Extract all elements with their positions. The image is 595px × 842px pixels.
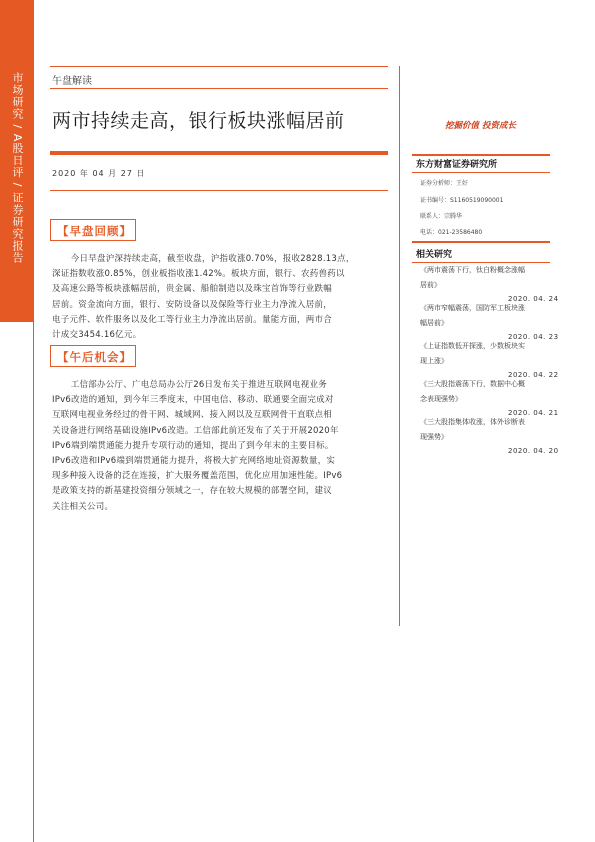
related-item-title-line: 《上证指数低开探涨，少数板块实 [420,342,525,350]
paragraph-line: IPv6端到端贯通能力提升专项行动的通知，提出了到今年末的主要目标。 [52,440,334,451]
related-item-title-line: 幅居前》 [420,318,448,327]
section-heading-text: 【早盘回顾】 [57,224,132,238]
related-item-title[interactable] [420,263,552,292]
top-rule [50,66,388,67]
related-item-title-line: 《三大股指集体收涨，体外诊断表 [420,418,525,426]
page-title: 两市持续走高，银行板块涨幅居前 [52,110,345,132]
section-label: 午盘解读 [52,76,92,87]
related-item-title[interactable] [420,339,552,368]
institute-top-rule [412,154,550,156]
paragraph-line: 互联网电视业务经过的骨干网、城域网、接入网以及互联网骨干直联点相 [52,410,333,421]
related-item-title-line: 居前》 [420,280,441,289]
related-item-title[interactable] [420,301,552,330]
section-heading-text: 【午后机会】 [57,350,132,364]
afternoon-opportunity-paragraph [52,378,387,515]
related-item-title[interactable] [420,415,552,444]
paragraph-line: 电子元件、软件服务以及化工等行业主力净流出居前。量能方面，两市合 [52,314,333,325]
paragraph-line: 今日早盘沪深持续走高，截至收盘，沪指收涨0.70%，报收2828.13点， [70,254,355,264]
paragraph-line: 关注相关公司。 [52,501,114,512]
related-item-date: 2020. 04. 24 [508,295,559,303]
related-item-date: 2020. 04. 21 [508,409,559,417]
label-underline [50,88,388,89]
analyst-line: 证券分析师：王好 [420,180,469,187]
related-item-title-line: 《两市窄幅震荡，国防军工板块涨 [420,304,525,312]
related-item-title-line: 念表现强势》 [420,394,462,403]
related-item-title-line: 现强势》 [420,432,448,441]
paragraph-line: 深证指数收涨0.85%，创业板指收涨1.42%。板块方面，银行、农药兽药以 [52,269,345,280]
related-item-date: 2020. 04. 20 [508,447,559,455]
paragraph-line: 是政策支持的新基建投资细分领域之一，存在较大规模的部署空间，建议 [52,486,333,497]
morning-review-paragraph [52,252,387,343]
section-heading-morning [50,219,136,241]
institute-rule [412,172,550,173]
related-item-title-line: 《两市震荡下行，钛白粉概念涨幅 [420,266,525,274]
contact-line: 联系人：宗腾华 [420,213,463,220]
paragraph-line: IPv6改造和IPv6端到端贯通能力提升，将极大扩充网络地址资源数量，实 [52,456,336,467]
sidebar-band [0,0,34,842]
title-underline [50,151,388,155]
related-item-date: 2020. 04. 23 [508,333,559,341]
section-heading-afternoon [50,345,136,367]
related-item-title-line: 现上涨》 [420,356,448,365]
related-top-rule [412,241,550,243]
institute-name: 东方财富证券研究所 [416,160,498,170]
related-item-date: 2020. 04. 22 [508,371,559,379]
paragraph-line: 关设备进行网络基础设施IPv6改造。工信部此前还发布了关于开展2020年 [52,425,339,436]
paragraph-line: 居前。资金流向方面，银行、安防设备以及保险等行业主力净流入居前， [52,299,333,310]
report-date: 2020 年 04 月 27 日 [52,169,146,178]
related-item-title-line: 《三大股指震荡下行，数据中心概 [420,380,525,388]
paragraph-line: 现多种接入设备的泛在连接，扩大服务覆盖范围，优化应用加速性能。IPv6 [52,471,343,482]
cert-line: 证书编号：S1160519090001 [420,197,504,204]
sidebar-category-text: 市场研究 / A股日评 / 证券研究报告 [11,72,24,264]
sidebar-rule [33,322,34,842]
paragraph-line: 工信部办公厅、广电总局办公厅26日发布关于推进互联网电视业务 [70,380,328,390]
slogan: 挖掘价值 投资成长 [445,121,516,131]
related-heading: 相关研究 [416,250,453,260]
related-item-title[interactable] [420,377,552,406]
paragraph-line: 及高速公路等板块涨幅居前，贵金属、船舶制造以及珠宝首饰等行业跌幅 [52,284,333,295]
paragraph-line: IPv6改造的通知，到今年三季度末，中国电信、移动、联通要全面完成对 [52,395,334,406]
date-rule [50,190,388,191]
column-divider [399,66,400,626]
phone-line: 电话：021-23586480 [420,229,483,236]
paragraph-line: 计成交3454.16亿元。 [52,330,142,341]
